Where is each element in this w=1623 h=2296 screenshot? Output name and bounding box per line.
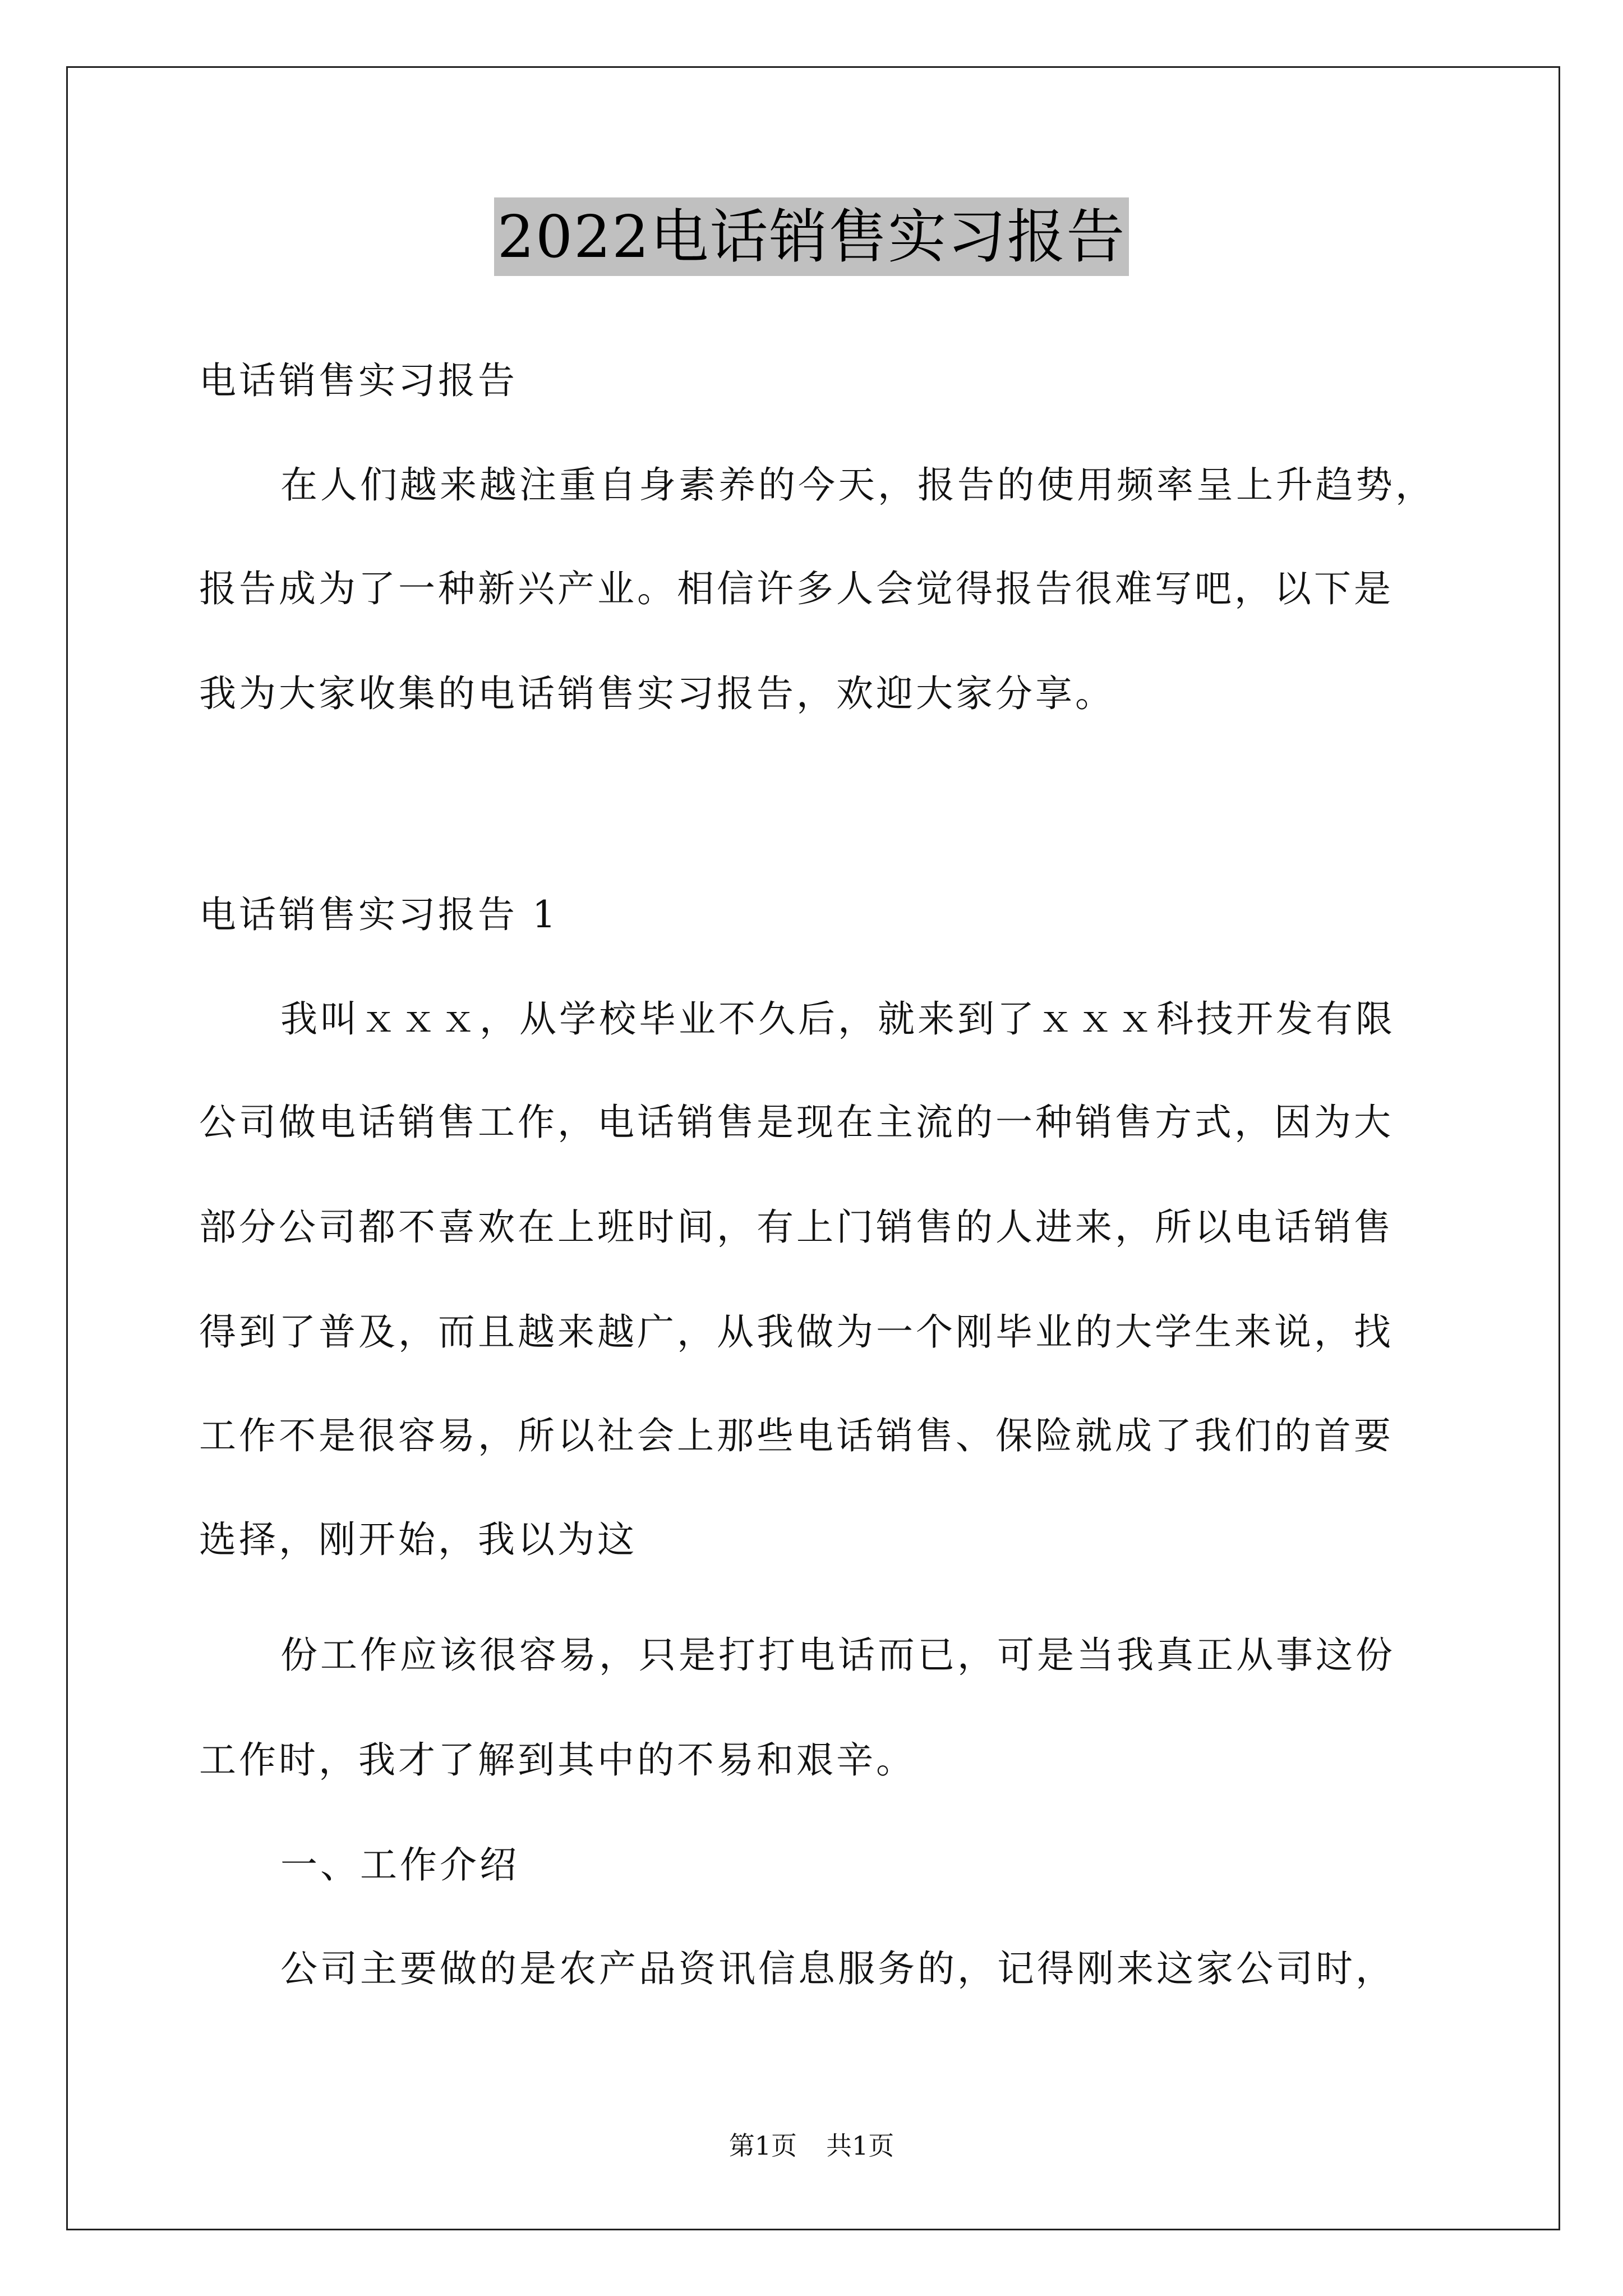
body-line-6: 选择，刚开始，我以为这 [199,1518,637,1561]
body-line-7: 份工作应该很容易，只是打打电话而已，可是当我真正从事这份 [280,1634,1395,1677]
intro-line-1: 在人们越来越注重自身素养的今天，报告的使用频率呈上升趋势， [280,463,1435,507]
section-heading: 电话销售实习报告 1 [199,893,559,936]
page-footer [0,2129,1623,2162]
intro-line-3: 我为大家收集的电话销售实习报告，欢迎大家分享。 [199,672,1115,715]
page-number-current: 第1页 [728,2131,797,2161]
title-container [0,197,1623,276]
page-number-total: 共1页 [826,2131,895,2161]
body-line-3: 部分公司都不喜欢在上班时间，有上门销售的人进来，所以电话销售 [199,1205,1394,1249]
body-line-2: 公司做电话销售工作，电话销售是现在主流的一种销售方式，因为大 [199,1101,1394,1144]
body-line-4: 得到了普及，而且越来越广，从我做为一个刚毕业的大学生来说，找 [199,1310,1394,1354]
body-line-9: 一、工作介绍 [280,1843,519,1887]
body-line-1: 我叫ｘｘｘ，从学校毕业不久后，就来到了ｘｘｘ科技开发有限 [280,997,1395,1041]
body-line-10: 公司主要做的是农产品资讯信息服务的，记得刚来这家公司时， [280,1947,1395,1990]
document-title: 2022电话销售实习报告 [494,197,1129,276]
body-line-8: 工作时，我才了解到其中的不易和艰辛。 [199,1738,916,1782]
intro-line-2: 报告成为了一种新兴产业。相信许多人会觉得报告很难写吧，以下是 [199,567,1394,610]
body-line-5: 工作不是很容易，所以社会上那些电话销售、保险就成了我们的首要 [199,1414,1394,1457]
document-subtitle: 电话销售实习报告 [199,359,518,402]
